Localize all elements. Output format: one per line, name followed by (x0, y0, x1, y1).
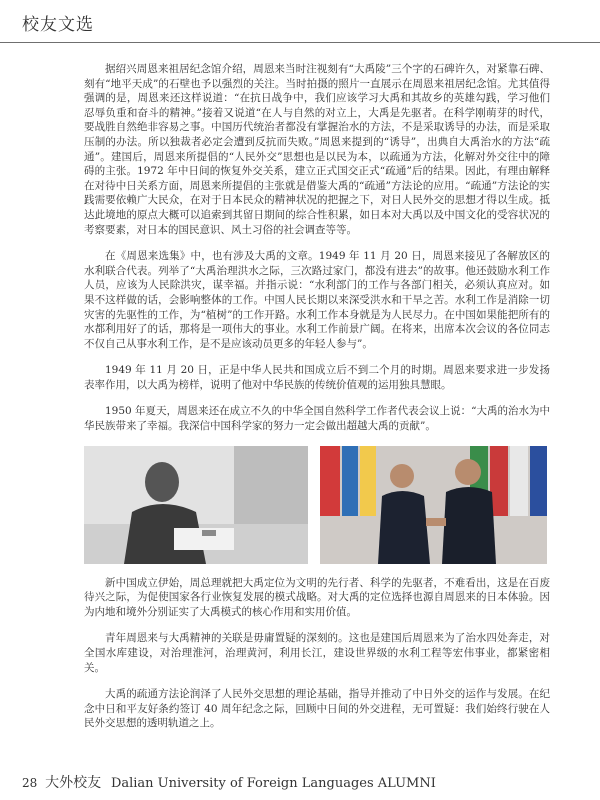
page-footer (22, 772, 582, 790)
article-body (84, 62, 550, 743)
photo-two-leaders-handshake (320, 446, 547, 564)
paragraph-4: 1950 年夏天，周恩来还在成立不久的中华全国自然科学工作者代表会议上说：“大禹的治水为中华民族带来了幸福。我深信中国科学家的努力一定会做出超越大禹的贡献”。 (84, 405, 550, 433)
paragraph-1: 据绍兴周恩来祖居纪念馆介绍，周恩来当时注视刻有“大禹陵”三个字的石碑许久，对紧靠石碑、刻有“地平天成”的石壁也予以强烈的关注。当时拍摄的照片一直展示在周恩来祖居纪念馆。尤其值得强调的是，周恩来还这样说道：“在抗日战争中，我们应该学习大禹和其故乡的英雄勾践，学习他们忍辱负重和奋斗的精神。”接着又说道“在人与自然的对立上，大禹是先驱者。在科学刚萌芽的时代，要战胜自然绝非容易之事。中国历代统治者都没有掌握治水的方法，不是采取诱导的办法，而是采取压制的办法。所以独裁者必定会遭到反抗而失败。”周恩来提到的“诱导”，出典自大禹治水的方法“疏通”。建国后，周恩来所提倡的“人民外交”思想也是以民为本，以疏通为方法，化解对外交往中的障碍的主张。1972 年中日间的恢复外交关系，建立正式国交正式“疏通”后的结果。因此，有理由解释在对待中日关系方面，周恩来所提倡的主张就是借鉴大禹的“疏通”方法论的应用。“疏通”方法论的实践需要依赖广大民众，在对于日本民众的精神状况的把握之下，对日人民外交的思想才得以生成。抵达此境地的原点大概可以追索到其留日期间的综合性积累，如日本对大禹以及中国文化的受容状况的考察要素，对日本的国民意识、风土习俗的社会调查等等。 (84, 63, 550, 236)
paragraph-7: 大禹的疏通方法论润泽了人民外交思想的理论基础，指导并推动了中日外交的运作与发展。在纪念中日和平友好条约签订 40 周年纪念之际，回顾中日间的外交进程，无可置疑：我们始终行驶在人民外交思想的透明轨道之上。 (84, 688, 550, 730)
paragraph-3: 1949 年 11 月 20 日，正是中华人民共和国成立后不到二个月的时期。周恩来要求进一步发扬表率作用，以大禹为榜样，说明了他对中华民族的传统价值观的运用独具慧眼。 (84, 364, 550, 391)
magazine-title-cn: 大外校友 (45, 775, 102, 791)
page-header (0, 0, 600, 43)
paragraph-2: 在《周恩来选集》中，也有涉及大禹的文章。1949 年 11 月 20 日，周恩来接见了各解放区的水利联合代表。列举了“大禹治理洪水之际，三次路过家门，都没有进去”的故事。他还鼓励水利工作人员，应该为人民除洪灾，谋幸福。并指示说：“水利部门的工作与各部门相关，必须认真应对。如果不这样做的话，会影响整体的工作。中国人民长期以来深受洪水和干旱之苦。水利工作是消除一切灾害的先驱性的工作，为“植树”的工作开路。水利工作本身就是为人民尽力。在中国如果能把所有的水都利用好了的话，那将是一项伟大的事业。水利工作前景广阔。在将来，出席本次会议的各位同志不仅自己从事水利工作，是不是应该动员更多的年轻人参与”。 (84, 250, 550, 350)
historical-photo-man-writing (84, 446, 308, 564)
photo-row (84, 446, 550, 564)
magazine-title-en: Dalian University of Foreign Languages ALUMNI (110, 776, 436, 791)
section-title: 校友文选 (22, 15, 94, 35)
page-number: 28 (22, 776, 38, 790)
paragraph-5: 新中国成立伊始，周总理就把大禹定位为文明的先行者、科学的先驱者，不难看出，这是在百废待兴之际，为促使国家各行业恢复发展的模式战略。对大禹的定位选择也源自周恩来的日本体验。因为内地和境外分别证实了大禹模式的核心作用和实用价值。 (84, 576, 550, 618)
paragraph-6: 青年周恩来与大禹精神的关联是毋庸置疑的深刻的。这也是建国后周恩来为了治水四处奔走，对全国水库建设，对治理淮河，治理黄河，利用长江，建设世界级的水利工程等宏伟事业，都紧密相关。 (84, 632, 550, 674)
